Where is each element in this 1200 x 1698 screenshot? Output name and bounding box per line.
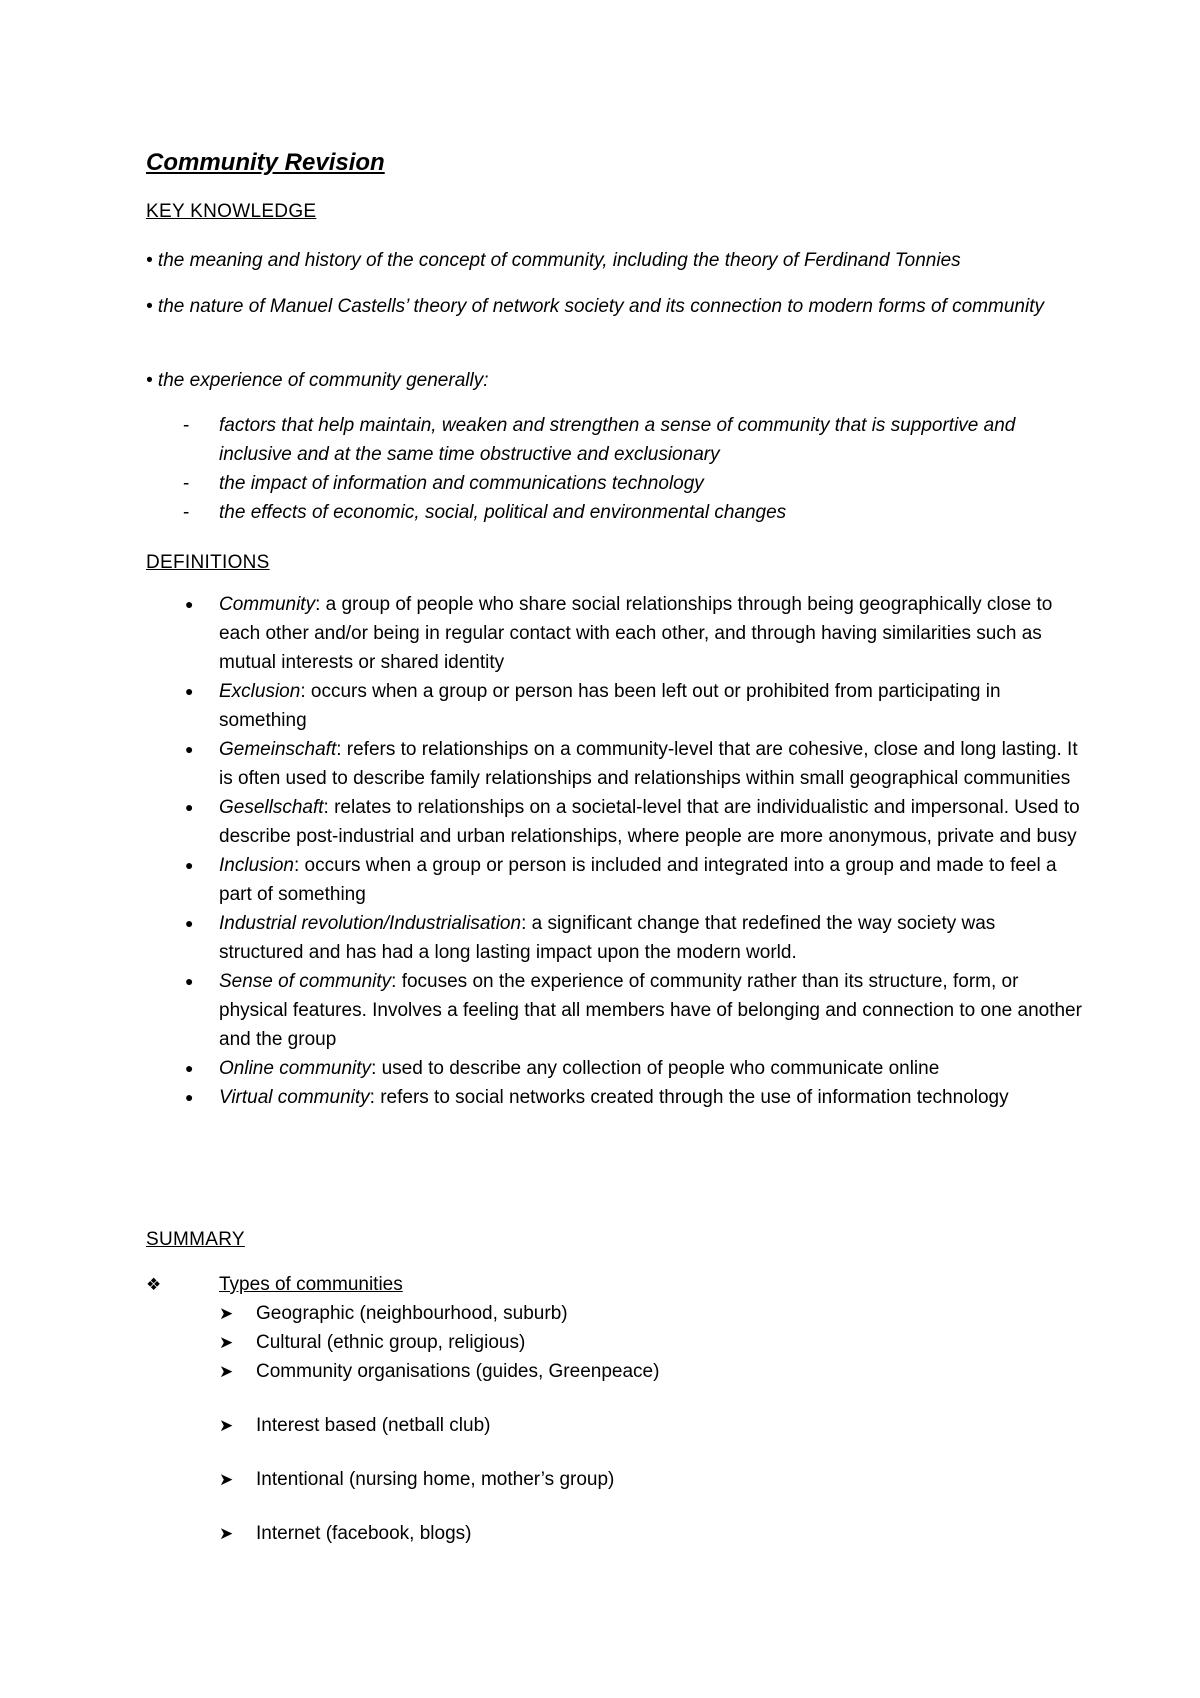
- dash-marker: -: [183, 502, 190, 523]
- dash-marker: -: [183, 473, 190, 494]
- page-title: Community Revision: [146, 149, 385, 176]
- definition-item: [183, 1083, 1083, 1112]
- key-knowledge-heading: KEY KNOWLEDGE: [146, 201, 317, 222]
- definition-term: Gemeinschaft: [219, 739, 337, 760]
- list-item: [183, 469, 1063, 498]
- definition-item: [183, 677, 1083, 735]
- definition-term: Inclusion: [219, 855, 294, 876]
- definition-term: Industrial revolution/Industrialisation: [219, 913, 522, 934]
- arrowhead-right-icon: ➤: [219, 1416, 234, 1435]
- definition-item: [183, 735, 1083, 793]
- list-item: [183, 1357, 1046, 1386]
- definitions-heading: DEFINITIONS: [146, 552, 270, 573]
- arrowhead-right-icon: ➤: [219, 1524, 234, 1543]
- filled-circle-icon: ●: [185, 973, 194, 989]
- summary-heading: SUMMARY: [146, 1229, 245, 1250]
- definition-text: : used to describe any collection of people who communicate online: [371, 1058, 940, 1079]
- sub-point-text: factors that help maintain, weaken and strengthen a sense of community that is supportive and inclusive and at the same time obstructive and exclusionary: [219, 415, 1016, 465]
- filled-circle-icon: ●: [185, 1089, 194, 1105]
- definitions-list: [183, 590, 1083, 1112]
- key-knowledge-point: • the nature of Manuel Castells’ theory of network society and its connection to modern forms of community: [146, 296, 1044, 317]
- list-item: [183, 1465, 1046, 1494]
- definition-term: Sense of community: [219, 971, 392, 992]
- key-knowledge-sub-list: [183, 411, 1063, 527]
- filled-circle-icon: ●: [185, 799, 194, 815]
- filled-circle-icon: ●: [185, 741, 194, 757]
- arrowhead-right-icon: ➤: [219, 1333, 234, 1352]
- sub-point-text: the effects of economic, social, political and environmental changes: [219, 502, 787, 523]
- community-type: Interest based (netball club): [256, 1415, 491, 1436]
- list-item: [183, 1411, 1046, 1440]
- definition-text: : relates to relationships on a societal-level that are individualistic and impersonal. Used to describe post-industrial and urban relationships, where people are more anonymous, private and busy: [219, 797, 1080, 847]
- filled-circle-icon: ●: [185, 683, 194, 699]
- filled-circle-icon: ●: [185, 596, 194, 612]
- sub-point-text: the impact of information and communications technology: [219, 473, 704, 494]
- definition-term: Community: [219, 594, 316, 615]
- definition-term: Gesellschaft: [219, 797, 324, 818]
- filled-circle-icon: ●: [185, 915, 194, 931]
- list-item: [183, 411, 1063, 469]
- definition-item: [183, 590, 1083, 677]
- definition-term: Virtual community: [219, 1087, 370, 1108]
- list-item: [183, 498, 1063, 527]
- community-types-list: [219, 1299, 1046, 1548]
- definition-item: [183, 851, 1083, 909]
- four-diamond-icon: ❖: [146, 1275, 162, 1294]
- arrowhead-right-icon: ➤: [219, 1362, 234, 1381]
- community-type: Intentional (nursing home, mother’s group): [256, 1469, 615, 1490]
- definition-text: : a significant change that redefined the way society was structured and has had a long lasting impact upon the modern world.: [219, 913, 996, 963]
- list-item: [183, 1328, 1046, 1357]
- arrowhead-right-icon: ➤: [219, 1470, 234, 1489]
- summary-topic: [146, 1270, 1046, 1548]
- community-type: Geographic (neighbourhood, suburb): [256, 1303, 568, 1324]
- definition-text: : a group of people who share social relationships through being geographically close to each other and/or being in regular contact with each other, and through having similarities such as mutual interests or shared identity: [219, 594, 1053, 673]
- definition-text: : focuses on the experience of community rather than its structure, form, or physical features. Involves a feeling that all members have of belonging and connection to one another and the group: [219, 971, 1082, 1050]
- filled-circle-icon: ●: [185, 1060, 194, 1076]
- summary-topic-label: Types of communities: [219, 1274, 403, 1295]
- definition-item: [183, 909, 1083, 967]
- definition-text: : occurs when a group or person is included and integrated into a group and made to feel a part of something: [219, 855, 1057, 905]
- key-knowledge-point: • the meaning and history of the concept of community, including the theory of Ferdinand Tonnies: [146, 250, 961, 271]
- list-item: [183, 1299, 1046, 1328]
- definition-term: Exclusion: [219, 681, 301, 702]
- key-knowledge-point: • the experience of community generally:: [146, 370, 489, 391]
- community-type: Internet (facebook, blogs): [256, 1523, 472, 1544]
- definition-item: [183, 793, 1083, 851]
- filled-circle-icon: ●: [185, 857, 194, 873]
- dash-marker: -: [183, 415, 190, 436]
- list-item: [183, 1519, 1046, 1548]
- arrowhead-right-icon: ➤: [219, 1304, 234, 1323]
- definition-term: Online community: [219, 1058, 372, 1079]
- definition-text: : refers to relationships on a community-level that are cohesive, close and long lasting. It is often used to describe family relationships and relationships within small geographical communities: [219, 739, 1078, 789]
- summary-list: [146, 1270, 1046, 1548]
- definition-text: : occurs when a group or person has been left out or prohibited from participating in something: [219, 681, 1001, 731]
- definition-item: [183, 967, 1083, 1054]
- community-type: Cultural (ethnic group, religious): [256, 1332, 526, 1353]
- community-type: Community organisations (guides, Greenpeace): [256, 1361, 660, 1382]
- definition-text: : refers to social networks created through the use of information technology: [369, 1087, 1009, 1108]
- definition-item: [183, 1054, 1083, 1083]
